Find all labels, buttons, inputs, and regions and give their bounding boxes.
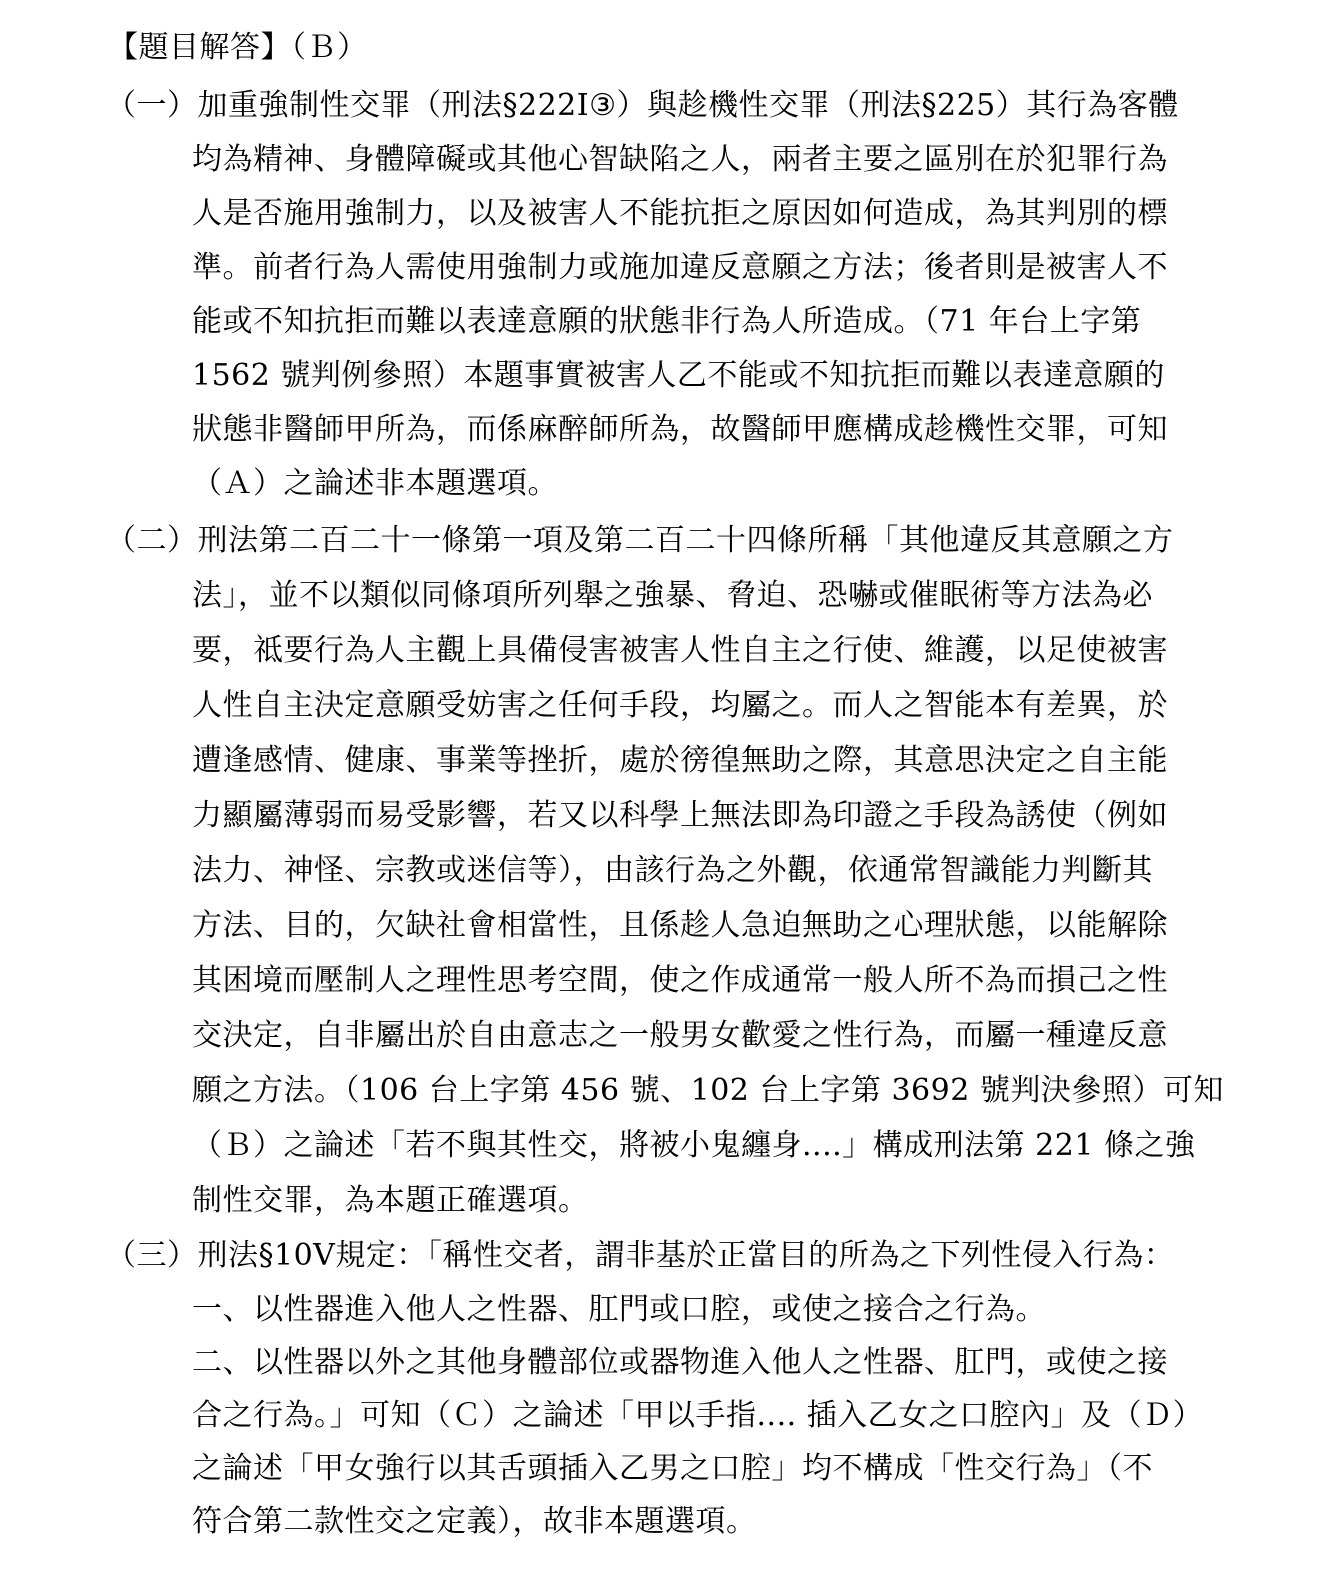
section-1-line-8: （Ａ）之論述非本題選項。: [192, 466, 558, 501]
section-3-line-4: 合之行為。」可知（Ｃ）之論述「甲以手指.... 插入乙女之口腔內」及（Ｄ）: [192, 1398, 1204, 1433]
section-2-line-3: 要，祗要行為人主觀上具備侵害被害人性自主之行使、維護，以足使被害: [192, 633, 1168, 668]
section-2-line-2: 法」，並不以類似同條項所列舉之強暴、脅迫、恐嚇或催眠術等方法為必: [192, 578, 1153, 613]
section-1-line-4: 準。前者行為人需使用強制力或施加違反意願之方法；後者則是被害人不: [192, 250, 1168, 285]
section-3-line-6: 符合第二款性交之定義），故非本題選項。: [192, 1504, 757, 1539]
section-2-line-11: 願之方法。（106 台上字第 456 號、102 台上字第 3692 號判決參照）可知: [192, 1073, 1224, 1108]
section-2-line-13: 制性交罪，為本題正確選項。: [192, 1183, 589, 1218]
section-1-line-5: 能或不知抗拒而難以表達意願的狀態非行為人所造成。（71 年台上字第: [192, 304, 1142, 339]
section-2-line-5: 遭逢感情、健康、事業等挫折，處於徬徨無助之際，其意思決定之自主能: [192, 743, 1168, 778]
section-1-line-6: 1562 號判例參照）本題事實被害人乙不能或不知抗拒而難以表達意願的: [192, 358, 1165, 393]
section-3-line-5: 之論述「甲女強行以其舌頭插入乙男之口腔」均不構成「性交行為」（不: [192, 1451, 1153, 1486]
section-2-line-1: （二）刑法第二百二十一條第一項及第二百二十四條所稱「其他違反其意願之方: [106, 523, 1174, 558]
section-1-line-1: （一）加重強制性交罪（刑法§222Ⅰ③）與趁機性交罪（刑法§225）其行為客體: [106, 88, 1179, 123]
section-2-line-8: 方法、目的，欠缺社會相當性，且係趁人急迫無助之心理狀態，以能解除: [192, 908, 1168, 943]
answer-heading: 【題目解答】（Ｂ）: [108, 30, 368, 65]
section-1-line-3: 人是否施用強制力，以及被害人不能抗拒之原因如何造成，為其判別的標: [192, 196, 1168, 231]
section-2-line-12: （Ｂ）之論述「若不與其性交，將被小鬼纏身....」構成刑法第 221 條之強: [192, 1128, 1196, 1163]
section-2-line-6: 力顯屬薄弱而易受影響，若又以科學上無法即為印證之手段為誘使（例如: [192, 798, 1168, 833]
section-3-line-2: 一、以性器進入他人之性器、肛門或口腔，或使之接合之行為。: [192, 1292, 1046, 1327]
section-3-line-1: （三）刑法§10Ⅴ規定：「稱性交者，謂非基於正當目的所為之下列性侵入行為：: [106, 1238, 1175, 1273]
section-2-line-7: 法力、神怪、宗教或迷信等），由該行為之外觀，依通常智識能力判斷其: [192, 853, 1153, 888]
section-3-line-3: 二、以性器以外之其他身體部位或器物進入他人之性器、肛門，或使之接: [192, 1345, 1168, 1380]
section-1-line-7: 狀態非醫師甲所為，而係麻醉師所為，故醫師甲應構成趁機性交罪，可知: [192, 412, 1168, 447]
section-2-line-10: 交決定，自非屬出於自由意志之一般男女歡愛之性行為，而屬一種違反意: [192, 1018, 1168, 1053]
section-2-line-4: 人性自主決定意願受妨害之任何手段，均屬之。而人之智能本有差異，於: [192, 688, 1168, 723]
section-2-line-9: 其困境而壓制人之理性思考空間，使之作成通常一般人所不為而損己之性: [192, 963, 1168, 998]
section-1-line-2: 均為精神、身體障礙或其他心智缺陷之人，兩者主要之區別在於犯罪行為: [192, 142, 1168, 177]
